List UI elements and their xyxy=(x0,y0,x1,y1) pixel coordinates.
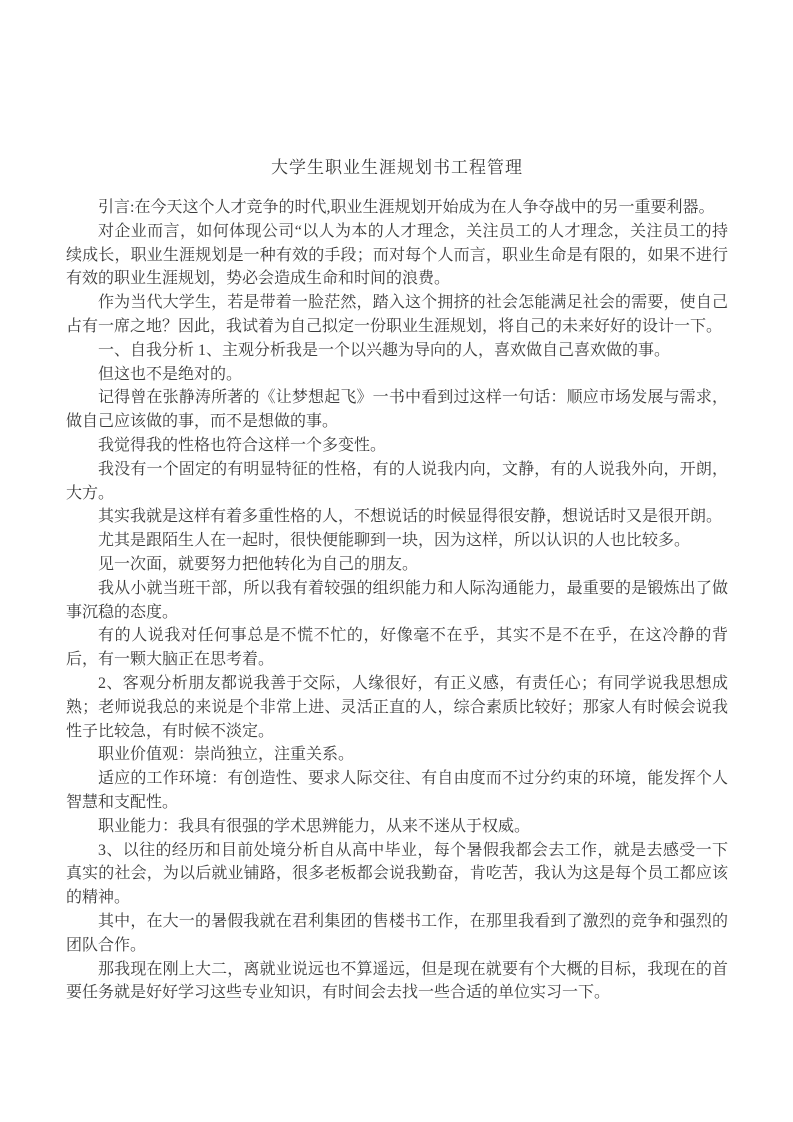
paragraph: 我没有一个固定的有明显特征的性格，有的人说我内向，文静，有的人说我外向，开朗，大方。 xyxy=(66,460,728,502)
paragraph: 对企业而言，如何体现公司“以人为本的人才理念，关注员工的人才理念，关注员工的持续成长，职业生涯规划是一种有效的手段；而对每个人而言，职业生命是有限的，如果不进行有效的职业生涯规划，势必会造成生命和时间的浪费。 xyxy=(66,222,728,288)
paragraph-experience-analysis: 3、以往的经历和目前处境分析自从高中毕业，每个暑假我都会去工作，就是去感受一下真实的社会，为以后就业铺路，很多老板都会说我勤奋，肯吃苦，我认为这是每个员工都应该的精神。 xyxy=(66,841,728,907)
paragraph: 记得曾在张静涛所著的《让梦想起飞》一书中看到过这样一句话：顺应市场发展与需求，做自己应该做的事，而不是想做的事。 xyxy=(66,389,728,431)
paragraph-career-ability: 职业能力：我具有很强的学术思辨能力，从来不迷从于权威。 xyxy=(98,817,531,835)
paragraph-career-values: 职业价值观：崇尚独立，注重关系。 xyxy=(98,746,355,764)
paragraph-objective-analysis: 2、客观分析朋友都说我善于交际，人缘很好，有正义感，有责任心；有同学说我思想成熟；老师说我总的来说是个非常上进、灵活正直的人，综合素质比较好；那家人有时候会说我性子比较急，有时候不淡定。 xyxy=(66,674,728,740)
paragraph-work-environment: 适应的工作环境：有创造性、要求人际交往、有自由度而不过分约束的环境，能发挥个人智慧和支配性。 xyxy=(66,770,728,811)
paragraph-self-analysis-heading: 一、自我分析 1、主观分析我是一个以兴趣为导向的人，喜欢做自己喜欢做的事。 xyxy=(98,341,671,359)
paragraph: 我觉得我的性格也符合这样一个多变性。 xyxy=(98,436,387,454)
paragraph: 尤其是跟陌生人在一起时，很快便能聊到一块，因为这样，所以认识的人也比较多。 xyxy=(98,532,691,550)
paragraph-intro: 引言:在今天这个人才竞争的时代,职业生涯规划开始成为在人争夺战中的另一重要利器。 xyxy=(98,199,715,216)
paragraph: 见一次面，就要努力把他转化为自己的朋友。 xyxy=(98,555,419,573)
paragraph: 我从小就当班干部，所以我有着较强的组织能力和人际沟通能力，最重要的是锻炼出了做事沉稳的态度。 xyxy=(66,579,728,621)
paragraph: 其实我就是这样有着多重性格的人，不想说话的时候显得很安静，想说话时又是很开朗。 xyxy=(98,508,723,526)
paragraph: 有的人说我对任何事总是不慌不忙的，好像毫不在乎，其实不是不在乎，在这冷静的背后，有一颗大脑正在思考着。 xyxy=(66,627,728,669)
paragraph: 作为当代大学生，若是带着一脸茫然，踏入这个拥挤的社会怎能满足社会的需要，使自己占有一席之地？因此，我试着为自己拟定一份职业生涯规划，将自己的未来好好的设计一下。 xyxy=(66,294,728,335)
paragraph: 但这也不是绝对的。 xyxy=(98,365,243,383)
paragraph: 其中，在大一的暑假我就在君利集团的售楼书工作，在那里我看到了激烈的竞争和强烈的团队合作。 xyxy=(66,912,728,954)
document-title: 大学生职业生涯规划书工程管理 xyxy=(271,158,523,177)
paragraph: 那我现在刚上大二，离就业说远也不算遥远，但是现在就要有个大概的目标，我现在的首要任务就是好好学习这些专业知识，有时间会去找一些合适的单位实习一下。 xyxy=(66,960,728,1002)
